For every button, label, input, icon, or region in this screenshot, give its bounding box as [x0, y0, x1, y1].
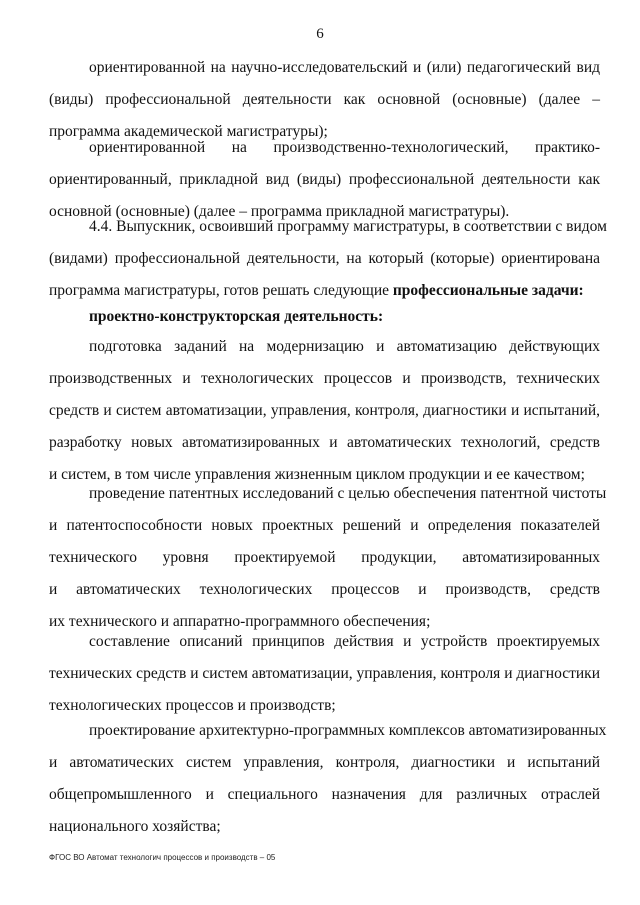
text-line: технических средств и систем автоматизации, управления, контроля и диагностики	[49, 665, 600, 682]
text-line: ориентированной на научно-исследовательский и (или) педагогический вид	[89, 59, 600, 76]
text-line: производственных и технологических процессов и производств, технических	[49, 370, 600, 387]
text-line: составление описаний принципов действия и устройств проектируемых	[89, 633, 600, 650]
text-line: национального хозяйства;	[49, 818, 221, 835]
text-line: (видами) профессиональной деятельности, на который (которые) ориентирована	[49, 250, 600, 267]
text-line: технологических процессов и производств;	[49, 697, 336, 714]
text-line: технического уровня проектируемой продукции, автоматизированных	[49, 549, 600, 566]
text-line: подготовка заданий на модернизацию и автоматизацию действующих	[89, 338, 600, 355]
heading-text: проектно-конструкторская деятельность:	[89, 308, 384, 325]
text-line: общепромышленного и специального назначения для различных отраслей	[49, 786, 600, 803]
text-line: программа академической магистратуры);	[49, 123, 328, 140]
text-line: и автоматических технологических процессов и производств, средств	[49, 581, 600, 598]
text-run: программа магистратуры, готов решать следующие	[49, 282, 393, 299]
page-number: 6	[316, 26, 324, 42]
text-line: разработку новых автоматизированных и автоматических технологий, средств	[49, 434, 600, 451]
text-line: ориентированный, прикладной вид (виды) профессиональной деятельности как	[49, 171, 600, 188]
text-line: 4.4. Выпускник, освоивший программу магистратуры, в соответствии с видом	[89, 218, 607, 235]
text-line: и систем, в том числе управления жизненным циклом продукции и ее качеством;	[49, 466, 585, 483]
footer-text: ФГОС ВО Автомат технологич процессов и производств – 05	[49, 853, 276, 862]
paragraph-patent-research	[49, 478, 607, 638]
paragraph-graduate-tasks	[49, 211, 607, 307]
text-line: средств и систем автоматизации, управления, контроля, диагностики и испытаний,	[49, 402, 600, 419]
paragraph-task-preparation	[49, 331, 600, 491]
text-line: ориентированной на производственно-технологический, практико-	[89, 139, 600, 156]
bold-term: профессиональные задачи:	[392, 282, 584, 299]
text-line: основной (основные) (далее – программа прикладной магистратуры).	[49, 203, 510, 220]
paragraph-descriptions	[49, 626, 600, 722]
text-line: (виды) профессиональной деятельности как основной (основные) (далее –	[49, 91, 600, 108]
paragraph-architecture-design	[49, 715, 607, 843]
text-line: их технического и аппаратно-программного обеспечения;	[49, 613, 431, 630]
text-line: проведение патентных исследований с целью обеспечения патентной чистоты	[89, 485, 607, 502]
text-line: и патентоспособности новых проектных решений и определения показателей	[49, 517, 600, 534]
text-line: проектирование архитектурно-программных комплексов автоматизированных	[89, 722, 607, 739]
section-heading	[49, 301, 600, 333]
text-line: и автоматических систем управления, контроля, диагностики и испытаний	[49, 754, 600, 771]
